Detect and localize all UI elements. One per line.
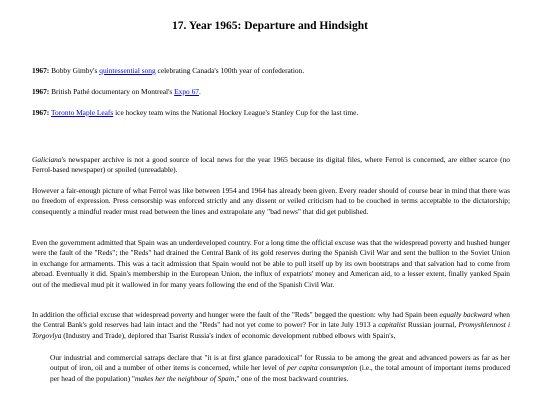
paragraph-text: In addition the official excuse that widespread poverty and hunger were the fault of the "Reds" begged the question: why had Spain been bbox=[32, 310, 440, 319]
paragraph-text: 's newspaper archive is not a good source of local news for the year 1965 because its digital files, where Ferrol is concerned, are either scarce (no Ferrol-based newspaper) or spoiled (unreadable). bbox=[32, 155, 510, 175]
emphasis: per capita consumption bbox=[287, 363, 358, 373]
paragraph-underdeveloped: Even the government admitted that Spain was an underdeveloped country. For a long time the official excuse was that the widespread poverty and hushed hunger were the fault of the "Reds"; the "Reds" had drained the Central Bank of its gold reserves during the Spanish Civil War and sent the bullion to the Soviet Union in exchange for armaments. This was a tacit admission that Spain would not be able to pull itself up by its own bootstraps and that salvation had to come from abroad. Eventually it did. Spain's membership in the European Union, the influx of expatriots' money and American aid, to a lesser extent, finally yanked Spain out of the medieval mud pit it wallowed in for many years following the end of the Spanish Civil War. bbox=[32, 238, 510, 289]
paragraph-text: Russian journal, bbox=[405, 320, 459, 330]
paragraph-censorship: However a fair-enough picture of what Ferrol was like between 1954 and 1964 has already been given. Every reader should of course bear in mind that there was no freedom of expression. Press censorship was enforced strictly and any dissent or veiled criticism had to be couched in terms acceptable to the dictatorship; consequently a mindful reader must read between the lines and extrapolate any "bad news" that did get published. bbox=[32, 186, 510, 216]
emphasis: capitalist bbox=[378, 320, 406, 330]
emphasis: equally backward bbox=[439, 310, 493, 319]
quintessential-song-link[interactable]: quintessential song bbox=[99, 66, 156, 75]
event-item-3 bbox=[32, 108, 510, 118]
event-item-1 bbox=[32, 66, 510, 76]
event-text-post: celebrating Canada's 100th year of confederation. bbox=[155, 66, 305, 75]
event-text-pre: Bobby Gimby's bbox=[49, 66, 100, 75]
paragraph-galiciana bbox=[32, 155, 510, 176]
event-text-post: ice hockey team wins the National Hockey League's Stanley Cup for the last time. bbox=[113, 108, 359, 117]
journal-title: Promyshlennost i Torgovlya bbox=[32, 320, 510, 340]
event-text-pre: British Pathé documentary on Montreal's bbox=[49, 87, 175, 96]
event-year: 1967: bbox=[32, 108, 50, 117]
quote-text: ," one of the most backward countries. bbox=[234, 373, 349, 383]
paragraph-text: (Industry and Trade), deplored that Tsarist Russia's index of economic development rubbed elbows with Spain's, bbox=[61, 330, 396, 340]
quote-text: (i.e., the total amount of important items produced per head of the population) " bbox=[50, 363, 511, 383]
expo-67-link[interactable]: Expo 67 bbox=[174, 87, 199, 96]
quote-text: Our industrial and commercial satraps declare that "it is at first glance paradoxical" for Russia to be among the great and advanced powers as far as her output of iron, oil and a number of other items is concerned, while her level of bbox=[50, 353, 510, 373]
paragraph-text: when the Central Bank's gold reserves had lain intact and the "Reds" had not yet come to power? For in late July 1913 a bbox=[32, 310, 510, 330]
toronto-maple-leafs-link[interactable]: Toronto Maple Leafs bbox=[50, 108, 114, 117]
event-item-2 bbox=[32, 87, 510, 97]
event-text-post: . bbox=[199, 87, 201, 96]
page-title: 17. Year 1965: Departure and Hindsight bbox=[172, 20, 368, 32]
blockquote bbox=[50, 353, 510, 384]
paragraph-reds-question bbox=[32, 310, 510, 341]
event-year: 1967: bbox=[32, 66, 50, 75]
galiciana-emphasis: Galiciana bbox=[32, 155, 62, 164]
event-year: 1967: bbox=[32, 87, 50, 96]
emphasis: makes her the neighbour of Spain bbox=[134, 373, 235, 383]
